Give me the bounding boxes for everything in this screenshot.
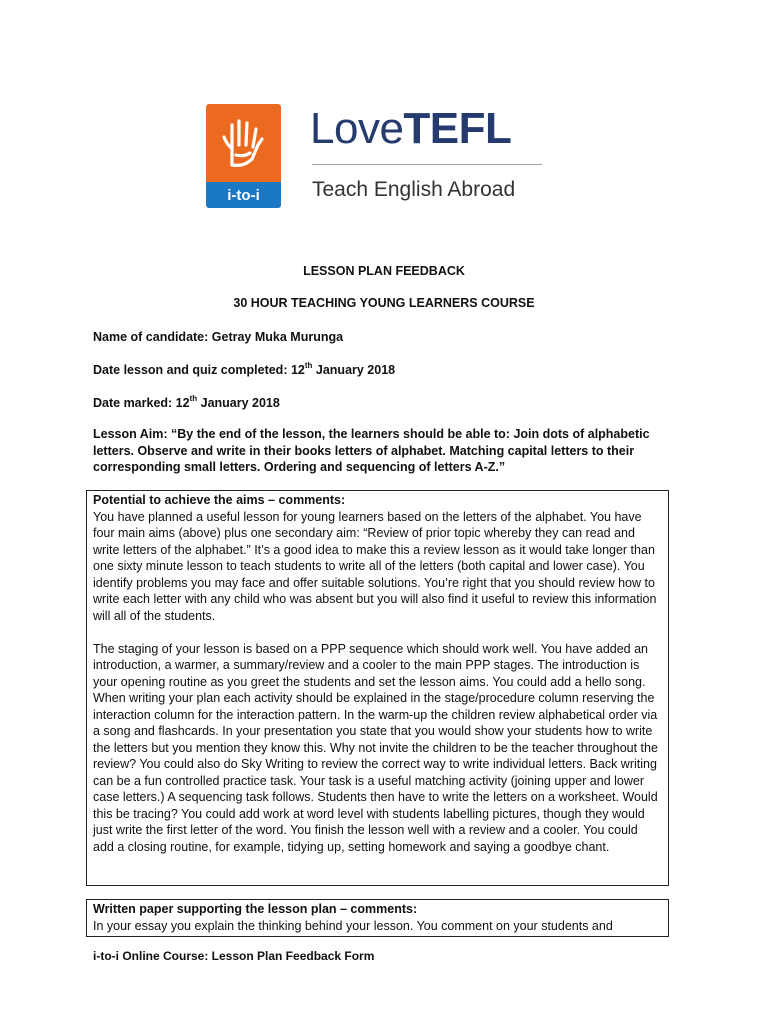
written-paper-box [86,899,669,937]
date-completed-sup: th [304,361,313,370]
doc-title: LESSON PLAN FEEDBACK [303,264,465,278]
date-marked-suffix: January 2018 [197,396,280,410]
date-completed [93,363,395,377]
date-marked-sup: th [189,394,198,403]
date-completed-prefix: Date lesson and quiz completed: 12 [93,363,305,377]
doc-subtitle: 30 HOUR TEACHING YOUNG LEARNERS COURSE [233,296,535,310]
date-marked-prefix: Date marked: 12 [93,396,190,410]
aims-comment-title: Potential to achieve the aims – comments: [93,493,346,507]
candidate-name: Name of candidate: Getray Muka Murunga [93,330,344,344]
page-footer: i-to-i Online Course: Lesson Plan Feedback Form [93,949,375,963]
aims-comment-para-1: You have planned a useful lesson for young learners based on the letters of the alphabet. You have four main aims (above) plus one secondary aim: “Review of prior topic whereby they can read and write letters of the alphabet.” It’s a good idea to make this a review lesson as it would take longer than one sixty minute lesson to teach students to write all of the letters (both capital and lower case). You identify problems you may face and offer suitable solutions. You’re right that you should review how to write each letter with any child who was absent but you will also find it useful to review this information will all of the students. [93,509,657,623]
written-paper-para-1: In your essay you explain the thinking behind your lesson. You comment on your students and [93,918,613,933]
brand-bold: TEFL [403,104,512,153]
lesson-aim: Lesson Aim: “By the end of the lesson, the learners should be able to: Join dots of alphabetic letters. Observe and write in their books letters of alphabet. Matching capital letters to their corresponding small letters. Ordering and sequencing of letters A-Z.” [93,427,650,474]
brand-wordmark [310,104,511,154]
brand-regular: Love [310,104,404,153]
date-completed-suffix: January 2018 [312,363,396,377]
logo-badge [206,104,281,208]
logo-badge-text: i-to-i [206,182,281,208]
hand-icon [206,104,281,182]
aims-comment-box [86,490,669,886]
brand-tagline: Teach English Abroad [312,178,516,201]
date-marked [93,396,280,410]
written-paper-title: Written paper supporting the lesson plan – comments: [93,902,418,916]
brand-divider [312,164,542,165]
aims-comment-para-2: The staging of your lesson is based on a PPP sequence which should work well. You have added an introduction, a warmer, a summary/review and a cooler to the main PPP stages. The introduction is your opening routine as you greet the students and set the lesson aims. You could add a hello song. When writing your plan each activity should be explained in the stage/procedure column reserving the interaction column for the interaction pattern. In the warm-up the children review alphabetical order via a song and flashcards. In your presentation you state that you would show your students how to write the letters but you mention they know this. Why not invite the children to be the teacher throughout the review? You could also do Sky Writing to review the correct way to write individual letters. Back writing can be a fun controlled practice task. Your task is a useful matching activity (joining upper and lower case letters.) A sequencing task follows. Students then have to write the letters on a worksheet. Would this be tracing? You could add work at word level with students labelling pictures, though they would just write the first letter of the word. You finish the lesson well with a review and a cooler. You could add a closing routine, for example, tidying up, setting homework and saying a goodbye chant. [93,641,658,854]
